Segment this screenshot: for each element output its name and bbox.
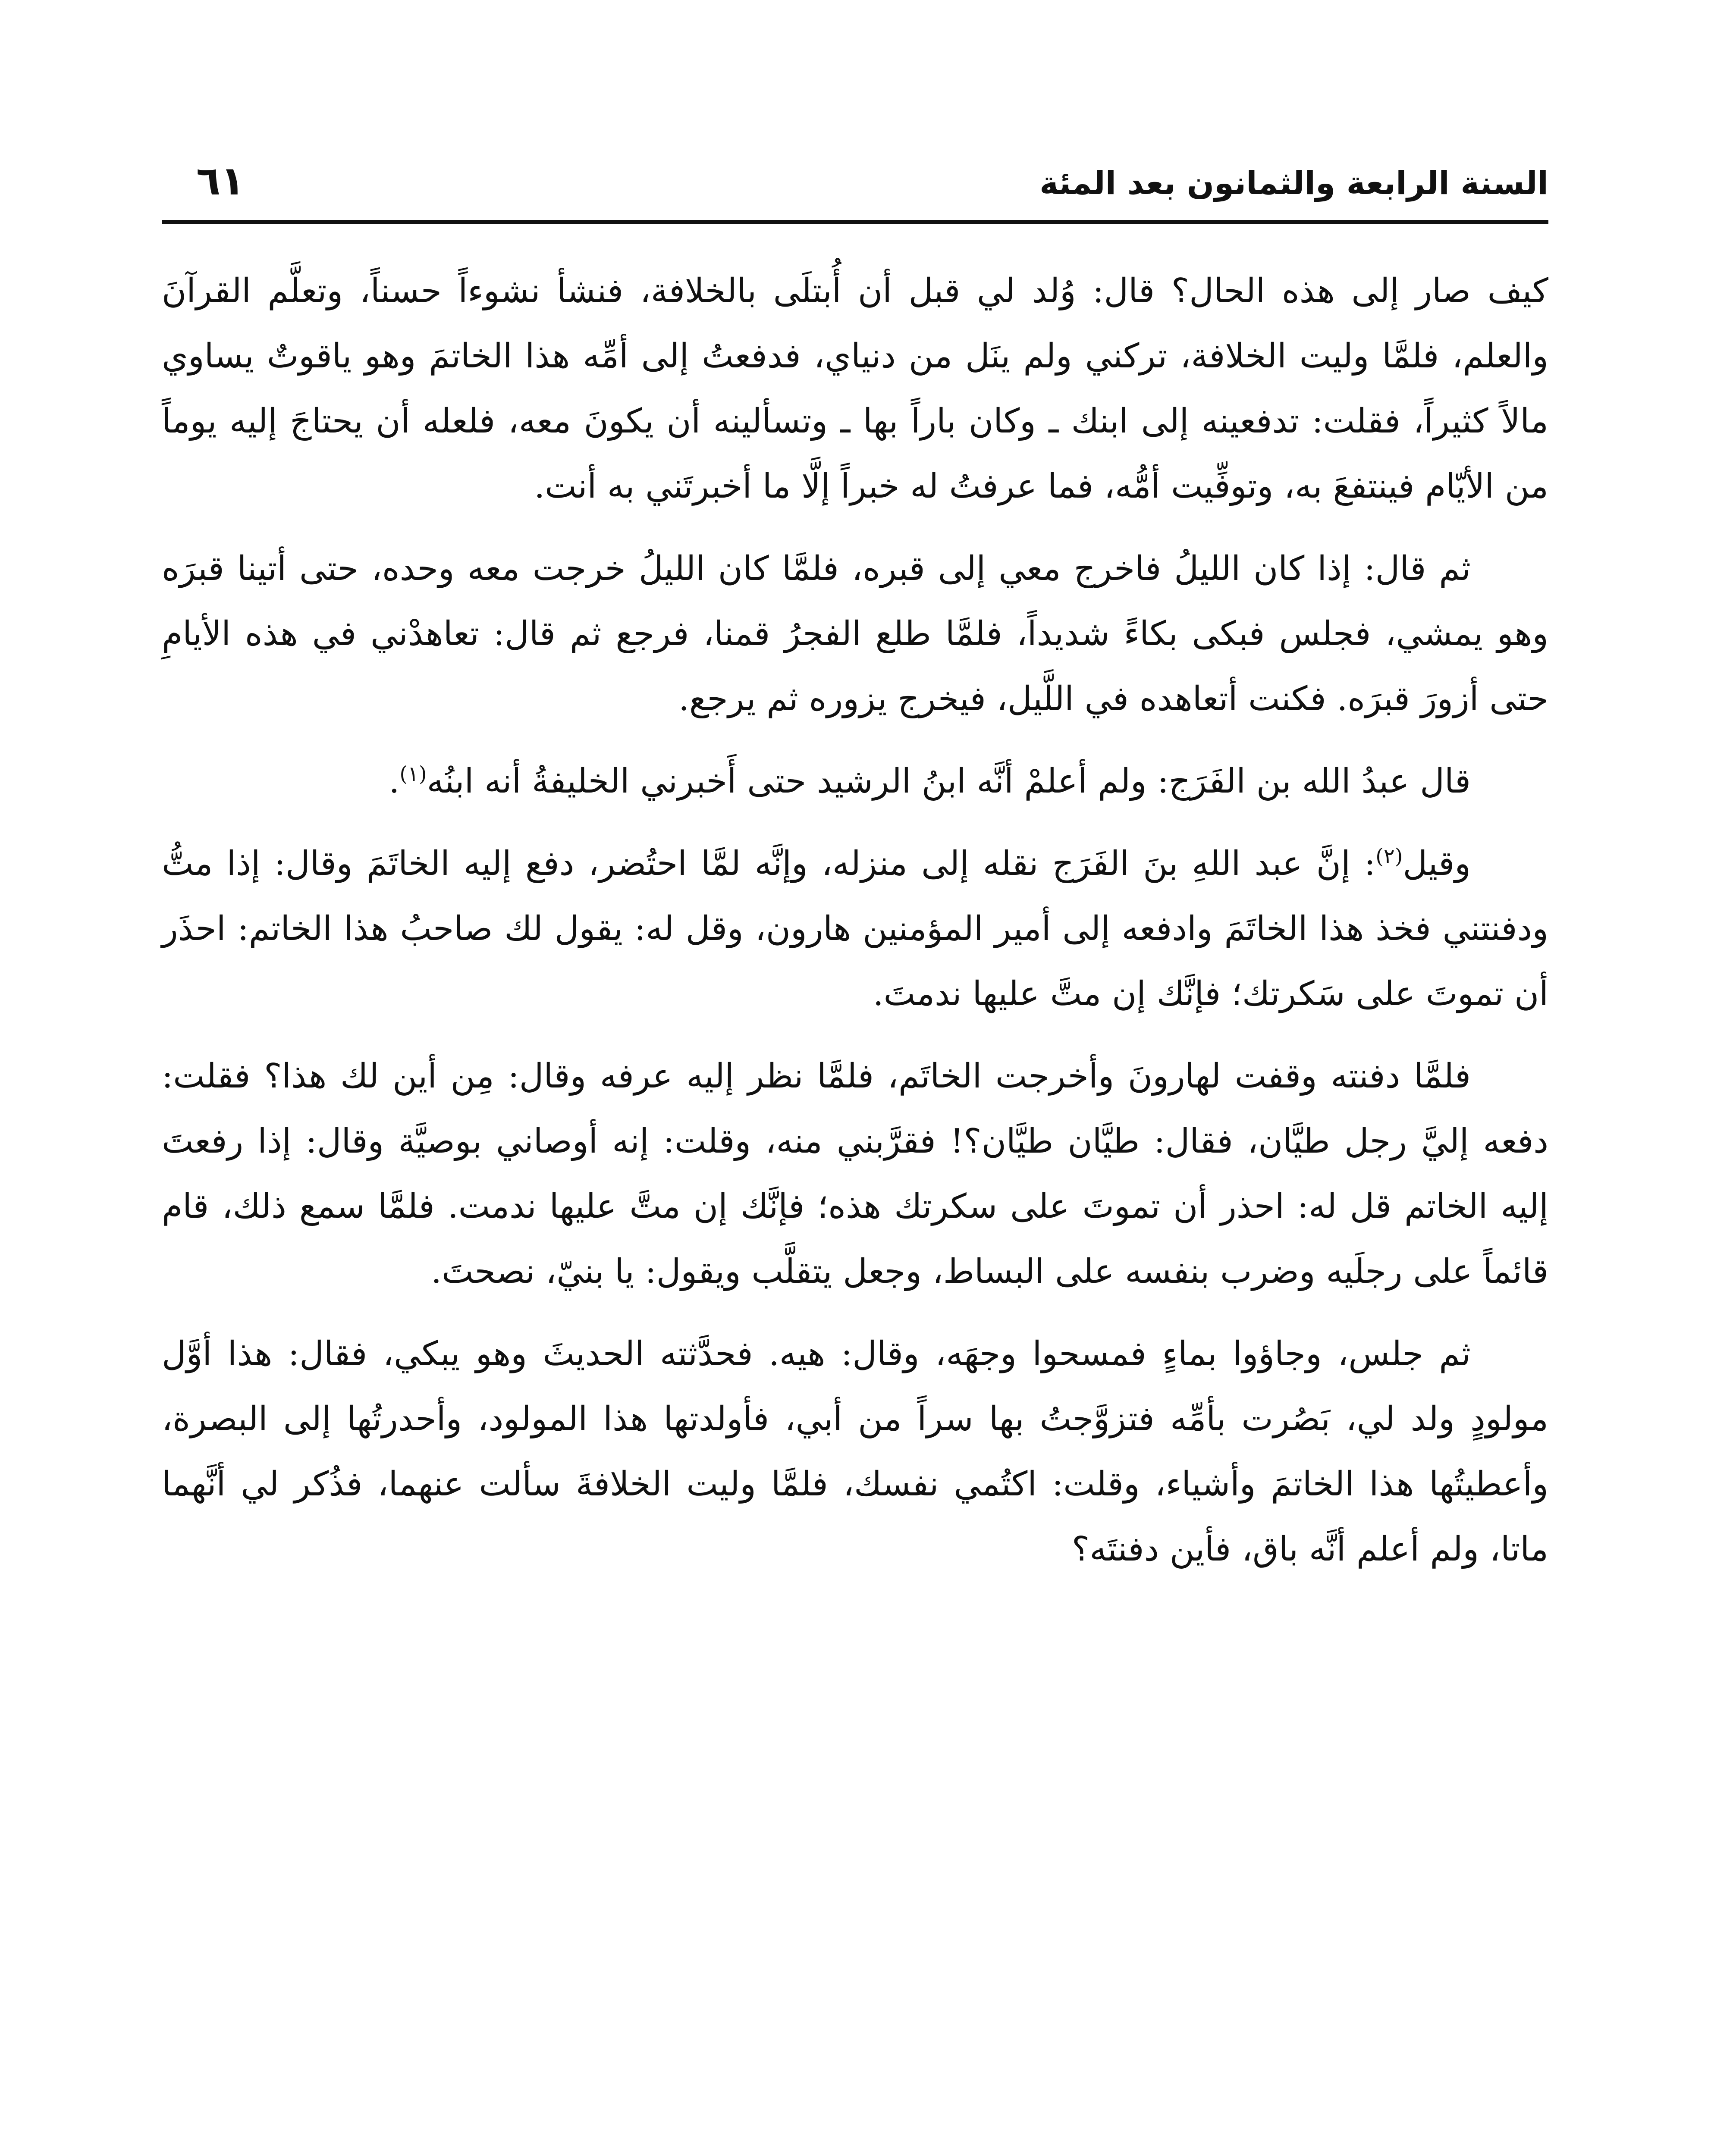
paragraph-6: ثم جلس، وجاؤوا بماءٍ فمسحوا وجهَه، وقال: هيه. فحدَّثته الحديثَ وهو يبكي، فقال: هذا أوَّل مولودٍ ولد لي، بَصُرت بأمِّه فتزوَّجتُ بها سراً من أبي، فأولدتها هذا المولود، وأحدرتُها إلى البصرة، وأعطيتُها هذا الخاتمَ وأشياء، وقلت: اكتُمي نفسك، فلمَّا وليت الخلافةَ سألت عنهما، فذُكر لي أنَّهما ماتا، ولم أعلم أنَّه باق، فأين دفنتَه؟ <box>162 1335 1548 1569</box>
page-header <box>162 147 1548 211</box>
paragraph-2: ثم قال: إذا كان الليلُ فاخرج معي إلى قبره، فلمَّا كان الليلُ خرجت معه وحده، حتى أتينا قبرَه وهو يمشي، فجلس فبكى بكاءً شديداً، فلمَّا طلع الفجرُ قمنا، فرجع ثم قال: تعاهدْني في هذه الأيامِ حتى أزورَ قبرَه. فكنت أتعاهده في اللَّيل، فيخرج يزوره ثم يرجع. <box>162 549 1548 718</box>
paragraph-3-end: . <box>389 762 400 801</box>
page-number: ٦١ <box>196 158 245 204</box>
paragraph-3-text: قال عبدُ الله بن الفَرَج: ولم أعلمْ أنَّه ابنُ الرشيد حتى أَخبرني الخليفةُ أنه ابنُه <box>427 762 1471 801</box>
running-title: السنة الرابعة والثمانون بعد المئة <box>1039 165 1548 202</box>
paragraph-5: فلمَّا دفنته وقفت لهارونَ وأخرجت الخاتَم، فلمَّا نظر إليه عرفه وقال: مِن أين لك هذا؟ فقلت: دفعه إليَّ رجل طيَّان، فقال: طيَّان طيَّان؟! فقرَّبني منه، وقلت: إنه أوصاني بوصيَّة وقال: إذا رفعتَ إليه الخاتم قل له: احذر أن تموتَ على سكرتك هذه؛ فإنَّك إن متَّ عليها ندمت. فلمَّا سمع ذلك، قام قائماً على رجلَيه وضرب بنفسه على البساط، وجعل يتقلَّب ويقول: يا بنيّ، نصحتَ. <box>162 1057 1548 1291</box>
paragraph-4 <box>162 831 1548 1027</box>
paragraph-3 <box>162 749 1548 814</box>
paragraph-1: كيف صار إلى هذه الحال؟ قال: وُلد لي قبل أن أُبتلَى بالخلافة، فنشأ نشوءاً حسناً، وتعلَّم القرآنَ والعلم، فلمَّا وليت الخلافة، تركني ولم ينَل من دنياي، فدفعتُ إلى أمِّه هذا الخاتمَ وهو ياقوتٌ يساوي مالاً كثيراً، فقلت: تدفعينه إلى ابنك ـ وكان باراً بها ـ وتسألينه أن يكونَ معه، فلعله أن يحتاجَ إليه يوماً من الأيّام فينتفعَ به، وتوفِّيت أمُّه، فما عرفتُ له خبراً إلَّا ما أخبرتَني به أنت. <box>162 272 1548 506</box>
footnote-marker-2: (٢) <box>1375 844 1403 868</box>
main-text <box>162 259 1548 1599</box>
footnote-marker-1: (١) <box>399 762 427 786</box>
paragraph-4-text: : إنَّ عبد اللهِ بنَ الفَرَج نقله إلى منزله، وإنَّه لمَّا احتُضر، دفع إليه الخاتَمَ وقال: إذا متُّ ودفنتني فخذ هذا الخاتَمَ وادفعه إلى أمير المؤمنين هارون، وقل له: يقول لك صاحبُ هذا الخاتم: احذَر أن تموتَ على سَكرتك؛ فإنَّك إن متَّ عليها ندمتَ. <box>162 844 1548 1013</box>
paragraph-4-lead: وقيل <box>1403 844 1471 883</box>
header-divider <box>162 220 1548 224</box>
